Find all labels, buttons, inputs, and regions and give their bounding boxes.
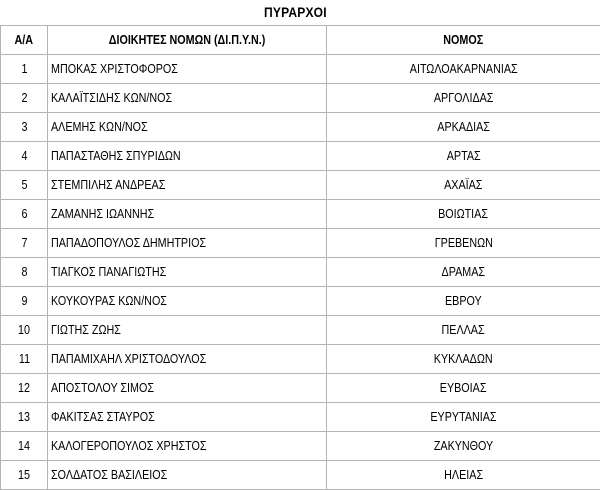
cell-nomos: ΕΒΡΟΥ	[327, 287, 600, 316]
cell-aa: 10	[1, 316, 48, 345]
cell-name: ΜΠΟΚΑΣ ΧΡΙΣΤΟΦΟΡΟΣ	[48, 55, 327, 84]
cell-name: ΚΑΛΑΪΤΣΙΔΗΣ ΚΩΝ/ΝΟΣ	[48, 84, 327, 113]
table-row	[1, 142, 600, 171]
table-row	[1, 113, 600, 142]
cell-aa: 1	[1, 55, 48, 84]
cell-name: ΖΑΜΑΝΗΣ ΙΩΑΝΝΗΣ	[48, 200, 327, 229]
commanders-table	[0, 25, 600, 490]
cell-nomos: ΒΟΙΩΤΙΑΣ	[327, 200, 600, 229]
cell-nomos: ΑΡΚΑΔΙΑΣ	[327, 113, 600, 142]
cell-nomos: ΔΡΑΜΑΣ	[327, 258, 600, 287]
cell-nomos: ΑΡΤΑΣ	[327, 142, 600, 171]
table-row	[1, 84, 600, 113]
header-name: ΔΙΟΙΚΗΤΕΣ ΝΟΜΩΝ (ΔΙ.Π.Υ.Ν.)	[48, 26, 327, 55]
cell-aa: 5	[1, 171, 48, 200]
cell-name: ΠΑΠΑΔΟΠΟΥΛΟΣ ΔΗΜΗΤΡΙΟΣ	[48, 229, 327, 258]
header-aa: Α/Α	[1, 26, 48, 55]
table-row	[1, 287, 600, 316]
cell-aa: 12	[1, 374, 48, 403]
cell-nomos: ΓΡΕΒΕΝΩΝ	[327, 229, 600, 258]
cell-aa: 14	[1, 432, 48, 461]
cell-name: ΑΛΕΜΗΣ ΚΩΝ/ΝΟΣ	[48, 113, 327, 142]
table-row	[1, 316, 600, 345]
cell-aa: 11	[1, 345, 48, 374]
cell-name: ΤΙΑΓΚΟΣ ΠΑΝΑΓΙΩΤΗΣ	[48, 258, 327, 287]
table-row	[1, 345, 600, 374]
cell-nomos: ΕΥΡΥΤΑΝΙΑΣ	[327, 403, 600, 432]
cell-aa: 7	[1, 229, 48, 258]
cell-aa: 9	[1, 287, 48, 316]
table-row	[1, 55, 600, 84]
cell-name: ΚΑΛΟΓΕΡΟΠΟΥΛΟΣ ΧΡΗΣΤΟΣ	[48, 432, 327, 461]
cell-aa: 6	[1, 200, 48, 229]
cell-aa: 8	[1, 258, 48, 287]
cell-nomos: ΑΡΓΟΛΙΔΑΣ	[327, 84, 600, 113]
table-row	[1, 461, 600, 490]
header-nomos: ΝΟΜΟΣ	[327, 26, 600, 55]
table-row	[1, 432, 600, 461]
cell-aa: 3	[1, 113, 48, 142]
cell-aa: 4	[1, 142, 48, 171]
cell-name: ΣΟΛΔΑΤΟΣ ΒΑΣΙΛΕΙΟΣ	[48, 461, 327, 490]
cell-nomos: ΗΛΕΙΑΣ	[327, 461, 600, 490]
table-row	[1, 258, 600, 287]
cell-name: ΠΑΠΑΣΤΑΘΗΣ ΣΠΥΡΙΔΩΝ	[48, 142, 327, 171]
table-header	[1, 26, 600, 55]
table-row	[1, 374, 600, 403]
table-row	[1, 171, 600, 200]
cell-nomos: ΖΑΚΥΝΘΟΥ	[327, 432, 600, 461]
page-title: ΠΥΡΑΡΧΟΙ	[263, 4, 327, 20]
cell-aa: 2	[1, 84, 48, 113]
cell-name: ΣΤΕΜΠΙΛΗΣ ΑΝΔΡΕΑΣ	[48, 171, 327, 200]
table-row	[1, 403, 600, 432]
cell-nomos: ΕΥΒΟΙΑΣ	[327, 374, 600, 403]
cell-nomos: ΑΙΤΩΛΟΑΚΑΡΝΑΝΙΑΣ	[327, 55, 600, 84]
cell-nomos: ΚΥΚΛΑΔΩΝ	[327, 345, 600, 374]
cell-nomos: ΠΕΛΛΑΣ	[327, 316, 600, 345]
table-row	[1, 229, 600, 258]
table-body	[1, 55, 600, 490]
cell-name: ΦΑΚΙΤΣΑΣ ΣΤΑΥΡΟΣ	[48, 403, 327, 432]
cell-name: ΚΟΥΚΟΥΡΑΣ ΚΩΝ/ΝΟΣ	[48, 287, 327, 316]
table-row	[1, 200, 600, 229]
cell-name: ΑΠΟΣΤΟΛΟΥ ΣΙΜΟΣ	[48, 374, 327, 403]
header-row	[1, 26, 600, 55]
cell-nomos: ΑΧΑΪΑΣ	[327, 171, 600, 200]
cell-aa: 15	[1, 461, 48, 490]
cell-aa: 13	[1, 403, 48, 432]
cell-name: ΠΑΠΑΜΙΧΑΗΛ ΧΡΙΣΤΟΔΟΥΛΟΣ	[48, 345, 327, 374]
cell-name: ΓΙΩΤΗΣ ΖΩΗΣ	[48, 316, 327, 345]
